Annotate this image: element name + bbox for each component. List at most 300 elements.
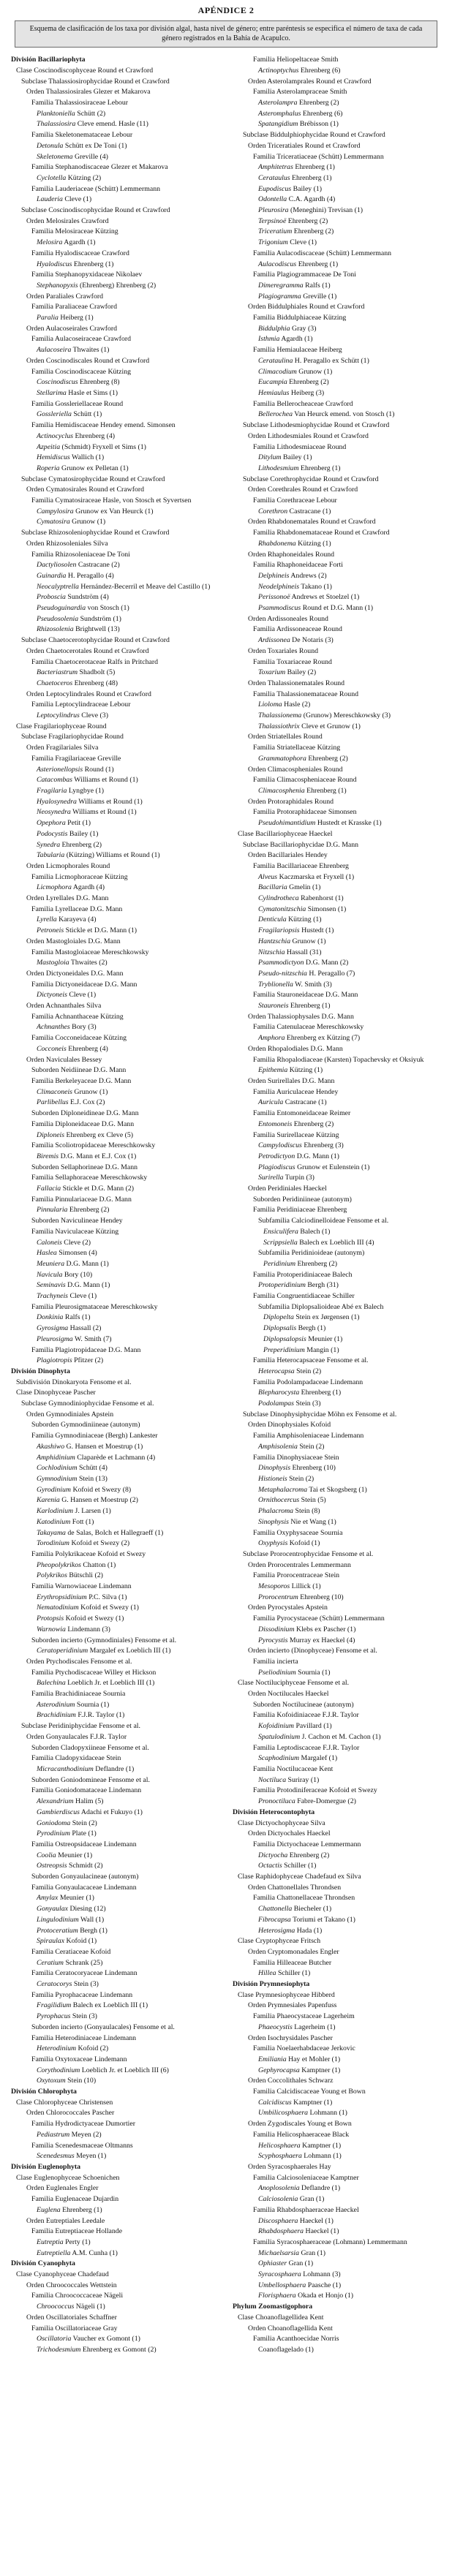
- genus-entry: Eucampia Ehrenberg (2): [258, 378, 329, 387]
- rank-entry: Familia Protodiniferaceae Kofoid et Swezy: [253, 1786, 377, 1795]
- rank-entry: Familia Congruentidiaceae Schiller: [253, 1292, 355, 1301]
- genus-entry: Anoplosolenia Deflandre (1): [258, 2184, 341, 2193]
- genus-entry: Fragilaria Lyngbye (1): [37, 787, 104, 795]
- rank-entry: Suborden Gymnodiniineae (autonym): [31, 1421, 140, 1429]
- genus-entry: Synedra Ehrenberg (2): [37, 840, 102, 849]
- genus-entry: Perissonoë Andrews et Stoelzel (1): [258, 593, 360, 602]
- genus-entry: Syracosphaera Lohmann (3): [258, 2270, 341, 2279]
- genus-entry: Ceratoperidinium Margalef ex Loeblich III (1): [37, 1647, 171, 1655]
- rank-entry: Familia Rhizosoleniaceae De Toni: [31, 550, 130, 559]
- genus-entry: Scyphosphaera Lohmann (1): [258, 2152, 342, 2161]
- genus-entry: Rhizosolenia Brightwell (13): [37, 625, 120, 634]
- genus-entry: Tabularia (Kützing) Williams et Round (1): [37, 851, 160, 860]
- rank-entry: Suborden Diploneidineae D.G. Mann: [31, 1109, 139, 1118]
- genus-entry: Donkinia Ralfs (1): [37, 1313, 91, 1322]
- genus-entry: Diplopelta Stein ex Jørgensen (1): [263, 1313, 360, 1322]
- genus-entry: Fallacia Stickle et D.G. Mann (2): [37, 1185, 135, 1193]
- rank-entry: Subclase Corethrophycidae Round et Crawford: [243, 475, 379, 483]
- rank-entry: Clase Bacillariophyceae Haeckel: [238, 829, 333, 838]
- genus-entry: Surirella Turpin (3): [258, 1174, 314, 1182]
- genus-entry: Hyalosynedra Williams et Round (1): [37, 797, 143, 806]
- genus-entry: Fibrocapsa Toriumi et Takano (1): [258, 1915, 355, 1924]
- genus-entry: Asteromphalus Ehrenberg (6): [258, 109, 343, 118]
- rank-entry: Familia Toxariaceae Round: [253, 657, 332, 666]
- genus-entry: Octactis Schiller (1): [258, 1862, 317, 1870]
- genus-entry: Gyrodinium Kofoid et Swezy (8): [37, 1485, 132, 1494]
- genus-entry: Proboscia Sundström (4): [37, 593, 109, 602]
- rank-entry: Subfamilia Diplopsalioideae Abé ex Balech: [258, 1302, 384, 1311]
- intro-box: [15, 20, 437, 48]
- rank-entry: Clase Prymnesiophyceae Hibberd: [238, 1990, 335, 1999]
- genus-entry: Pleurosira (Meneghini) Trevisan (1): [258, 206, 364, 215]
- division-header: División Prymnesiophyta: [233, 1980, 310, 1989]
- genus-entry: Metaphalacroma Tai et Skogsberg (1): [258, 1485, 367, 1494]
- genus-entry: Diplopsalis Bergh (1): [263, 1324, 326, 1333]
- rank-entry: Orden Lyrellales D.G. Mann: [26, 894, 109, 903]
- genus-entry: Coolia Meunier (1): [37, 1851, 93, 1859]
- genus-entry: Rhabdonema Kützing (1): [258, 539, 331, 548]
- genus-entry: Blepharocysta Ehrenberg (1): [258, 1389, 342, 1397]
- rank-entry: Orden Oscillatoriales Schaffner: [26, 2313, 117, 2322]
- rank-entry: Familia Thalassiosiraceae Lebour: [31, 99, 129, 107]
- genus-entry: Pheopolykrikos Chatton (1): [37, 1560, 116, 1569]
- genus-entry: Trachyneis Cleve (1): [37, 1292, 97, 1301]
- genus-entry: Azpeitia (Schmidt) Fryxell et Sims (1): [37, 442, 146, 451]
- rank-entry: Familia Gonyaulacaceae Lindemann: [31, 1883, 137, 1892]
- rank-entry: Subclase Cymatosirophycidae Round et Crawford: [21, 475, 165, 483]
- rank-entry: Clase Cyanophyceae Chadefaud: [16, 2270, 109, 2279]
- rank-entry: Familia Cladopyxidaceae Stein: [31, 1754, 121, 1763]
- genus-entry: Lauderia Cleve (1): [37, 195, 92, 204]
- rank-entry: Orden Bacillariales Hendey: [248, 851, 328, 860]
- taxonomy-column-left: [11, 55, 219, 2355]
- rank-entry: Familia Pyrocystaceae (Schütt) Lemmermann: [253, 1614, 385, 1623]
- rank-entry: Familia Hyalodiscaceae Crawford: [31, 249, 129, 257]
- rank-entry: Orden Ardissoneales Round: [248, 614, 328, 623]
- genus-entry: Histioneis Stein (2): [258, 1475, 314, 1483]
- rank-entry: Familia Ptychodiscaceae Willey et Hickson: [31, 1668, 157, 1677]
- appendix-title: APÉNDICE 2: [197, 5, 255, 15]
- genus-entry: Oxyphysis Kofoid (1): [258, 1539, 320, 1548]
- rank-entry: Familia Oscillatoriaceae Gray: [31, 2324, 118, 2333]
- rank-entry: Orden Dictyoneidales D.G. Mann: [26, 969, 124, 978]
- rank-entry: Familia Surirellaceae Kützing: [253, 1130, 339, 1139]
- rank-entry: Orden Choanoflagellida Kent: [248, 2324, 333, 2333]
- genus-entry: Brachidinium F.J.R. Taylor (1): [37, 1711, 125, 1720]
- genus-entry: Ceratium Schrank (25): [37, 1958, 103, 1967]
- genus-entry: Pseudo-nitzschia H. Peragallo (7): [258, 969, 355, 978]
- genus-entry: Pseudohimantidium Hustedt et Krasske (1): [258, 819, 382, 828]
- rank-entry: Familia Dictyoneidaceae D.G. Mann: [31, 980, 138, 989]
- genus-entry: Campylosira Grunow ex Van Heurck (1): [37, 507, 154, 515]
- rank-entry: Familia Calciosoleniaceae Kamptner: [253, 2173, 359, 2182]
- rank-entry: Familia Euglenaceae Dujardin: [31, 2195, 119, 2204]
- rank-entry: Orden Paraliales Crawford: [26, 292, 104, 301]
- genus-entry: Heterocapsa Stein (2): [258, 1367, 322, 1375]
- genus-entry: Pyrocystis Murray ex Haeckel (4): [258, 1636, 355, 1644]
- genus-entry: Cerataulus Ehrenberg (1): [258, 173, 332, 182]
- genus-entry: Dimeregramma Ralfs (1): [258, 281, 331, 290]
- rank-entry: Familia Ceratiaceae Kofoid: [31, 1947, 111, 1956]
- genus-entry: Neosynedra Williams et Round (1): [37, 808, 137, 817]
- rank-entry: Orden Naviculales Bessey: [26, 1055, 102, 1064]
- rank-entry: Suborden Peridiniineae (autonym): [253, 1195, 352, 1204]
- genus-entry: Amphora Ehrenberg ex Kützing (7): [258, 1034, 361, 1043]
- genus-entry: Podocystis Bailey (1): [37, 829, 99, 838]
- genus-entry: Amphisolenia Stein (2): [258, 1442, 325, 1451]
- genus-entry: Rhabdosphaera Haeckel (1): [258, 2227, 339, 2236]
- taxonomy-column-right: [233, 55, 441, 2355]
- rank-entry: Familia Triceratiaceae (Schütt) Lemmermann: [253, 152, 384, 161]
- genus-entry: Warnowia Lindemann (3): [37, 1625, 110, 1633]
- rank-entry: Orden Gymnodiniales Apstein: [26, 1410, 114, 1419]
- rank-entry: Subclase Thalassiosirophycidae Round et Crawford: [21, 77, 170, 86]
- rank-entry: Familia Hemidiscaceae Hendey emend. Simonsen: [31, 421, 176, 430]
- genus-entry: Roperia Grunow ex Pelletan (1): [37, 464, 129, 472]
- genus-entry: Ardissonea De Notaris (3): [258, 636, 334, 645]
- rank-entry: Familia Paraliaceae Crawford: [31, 303, 117, 311]
- rank-entry: Orden Syracosphaerales Hay: [248, 2163, 331, 2171]
- genus-entry: Climaconeis Grunow (1): [37, 1087, 108, 1096]
- rank-entry: Familia incierta: [253, 1657, 298, 1666]
- genus-entry: Terpsinoë Ehrenberg (2): [258, 216, 328, 225]
- rank-entry: Familia Dinophysiaceae Stein: [253, 1453, 339, 1462]
- division-header: Phylum Zoomastigophora: [233, 2303, 313, 2311]
- rank-entry: Familia Scenedesmaceae Oltmanns: [31, 2141, 133, 2150]
- rank-entry: Familia Thalassionemataceae Round: [253, 690, 359, 698]
- genus-entry: Stephanopyxis (Ehrenberg) Ehrenberg (2): [37, 281, 157, 290]
- genus-entry: Kofoidinium Pavillard (1): [258, 1722, 332, 1731]
- genus-entry: Corythodinium Loeblich Jr. et Loeblich III (6): [37, 2066, 169, 2074]
- rank-entry: Orden Rhaphoneidales Round: [248, 550, 335, 559]
- genus-entry: Stellarima Hasle et Sims (1): [37, 388, 118, 397]
- genus-entry: Odontella C.A. Agardh (4): [258, 195, 336, 204]
- rank-entry: Orden Rhizosoleniales Silva: [26, 539, 108, 548]
- rank-entry: Familia Heliopeltaceae Smith: [253, 56, 339, 64]
- rank-entry: Orden Peridiniales Haeckel: [248, 1185, 327, 1193]
- rank-entry: Familia Dictyochaceae Lemmermann: [253, 1840, 361, 1848]
- genus-entry: Actinocyclus Ehrenberg (4): [37, 431, 116, 440]
- rank-entry: Orden Thalassiophysales D.G. Mann: [248, 1012, 354, 1021]
- genus-entry: Fragilidium Balech ex Loeblich III (1): [37, 2001, 148, 2010]
- rank-entry: Familia Hydrodictyaceae Dumortier: [31, 2120, 136, 2129]
- rank-entry: Coanoflagelado (1): [258, 2345, 314, 2354]
- rank-entry: Clase Dinophyceae Pascher: [16, 1389, 96, 1397]
- genus-entry: Gephyrocapsa Kamptner (1): [258, 2066, 341, 2074]
- genus-entry: Erythropsidinium P.C. Silva (1): [37, 1593, 127, 1601]
- rank-entry: Familia Achnanthaceae Kützing: [31, 1012, 124, 1021]
- genus-entry: Protoceratium Bergh (1): [37, 1926, 108, 1935]
- rank-entry: Suborden Naviculineae Hendey: [31, 1217, 123, 1225]
- genus-entry: Alexandrium Halim (5): [37, 1797, 104, 1806]
- genus-entry: Calcidiscus Kamptner (1): [258, 2098, 333, 2107]
- rank-entry: Familia Leptodiscaceae F.J.R. Taylor: [253, 1743, 360, 1752]
- genus-entry: Plagiodiscus Grunow et Eulenstein (1): [258, 1163, 370, 1171]
- genus-entry: Ornithocercus Stein (5): [258, 1496, 326, 1505]
- genus-entry: Pseudosolenia Sundström (1): [37, 614, 121, 623]
- genus-entry: Scenedesmus Meyen (1): [37, 2152, 107, 2161]
- rank-entry: Familia Stauroneidaceae D.G. Mann: [253, 991, 358, 1000]
- rank-entry: Familia Skeletonemataceae Lebour: [31, 131, 133, 140]
- genus-entry: Neodelphineis Takano (1): [258, 582, 332, 591]
- rank-entry: Orden Prorocentrales Lemmermann: [248, 1560, 351, 1569]
- rank-entry: Familia Phaeocystaceae Lagerheim: [253, 2012, 355, 2021]
- rank-entry: Subclase Prorocentrophycidae Fensome et al.: [243, 1549, 374, 1558]
- rank-entry: Familia Asterolampraceae Smith: [253, 88, 347, 97]
- division-header: División Dinophyta: [11, 1367, 70, 1375]
- genus-entry: Aulacodiscus Ehrenberg (1): [258, 260, 339, 268]
- genus-entry: Lioloma Hasle (2): [258, 700, 311, 709]
- genus-entry: Fragilariopsis Hustedt (1): [258, 926, 334, 935]
- rank-entry: Familia Chattonellaceae Throndsen: [253, 1894, 355, 1903]
- intro-text: Esquema de clasificación de los taxa por división algal, hasta nivel de género; entre paréntesis se especifica el número de taxa de cada género registrados en la Bahía de Acapulco.: [29, 25, 423, 42]
- rank-entry: Familia Aulacodiscaceae (Schütt) Lemmermann: [253, 249, 392, 257]
- division-header: División Euglenophyta: [11, 2163, 81, 2171]
- rank-entry: Familia Calcidiscaceae Young et Bown: [253, 2088, 366, 2096]
- genus-entry: Pediastrum Meyen (2): [37, 2130, 102, 2139]
- genus-entry: Climacodium Grunow (1): [258, 367, 333, 376]
- genus-entry: Euglena Ehrenberg (1): [37, 2205, 102, 2214]
- rank-entry: Suborden Goniodomineae Fensome et al.: [31, 1775, 150, 1784]
- genus-entry: Cerataulina H. Peragallo ex Schütt (1): [258, 356, 369, 365]
- genus-entry: Opephora Petit (1): [37, 819, 91, 828]
- genus-entry: Amylax Meunier (1): [37, 1894, 94, 1903]
- rank-entry: Clase Coscinodiscophyceae Round et Crawford: [16, 66, 154, 75]
- rank-entry: Clase Chlorophyceae Christensen: [16, 2098, 113, 2107]
- rank-entry: Orden Toxariales Round: [248, 646, 318, 655]
- genus-entry: Amphidinium Claparède et Lachmann (4): [37, 1453, 156, 1462]
- genus-entry: Dactyliosolen Castracane (2): [37, 561, 120, 570]
- genus-entry: Detonula Schütt ex De Toni (1): [37, 141, 127, 150]
- genus-entry: Oxytoxum Stein (10): [37, 2077, 97, 2085]
- rank-entry: Suborden Neidiineae D.G. Mann: [31, 1066, 127, 1075]
- genus-entry: Bellerochea Van Heurck emend. von Stosch (1): [258, 410, 395, 419]
- genus-entry: Cylindrotheca Rabenhorst (1): [258, 894, 344, 903]
- rank-entry: Subfamilia Peridinioideae (autonym): [258, 1249, 365, 1258]
- genus-entry: Alveus Kaczmarska et Fryxell (1): [258, 872, 355, 881]
- division-header: División Bacillariophyta: [11, 56, 86, 64]
- taxonomy-columns: [0, 48, 452, 2355]
- genus-entry: Podolampas Stein (3): [258, 1400, 321, 1408]
- genus-entry: Meuniera D.G. Mann (1): [37, 1259, 109, 1268]
- genus-entry: Lithodesmium Ehrenberg (1): [258, 464, 341, 472]
- rank-entry: Familia Pleurosigmataceae Mereschkowsky: [31, 1302, 158, 1311]
- rank-entry: Orden Corethrales Round et Crawford: [248, 486, 358, 494]
- rank-entry: Familia Rhabdosphaeraceae Haeckel: [253, 2205, 359, 2214]
- rank-entry: Familia Melosiraceae Kützing: [31, 227, 118, 236]
- rank-entry: Orden Noctilucales Haeckel: [248, 1690, 329, 1699]
- genus-entry: Thalassiosira Cleve emend. Hasle (11): [37, 120, 148, 129]
- genus-entry: Tryblionella W. Smith (3): [258, 980, 332, 989]
- rank-entry: Subclase Bacillariophycidae D.G. Mann: [243, 840, 359, 849]
- rank-entry: Familia Stephanopyxidaceae Nikolaev: [31, 271, 143, 279]
- genus-entry: Skeletonema Greville (4): [37, 152, 108, 161]
- genus-entry: Akashiwo G. Hansen et Moestrup (1): [37, 1442, 143, 1451]
- genus-entry: Mastogloia Thwaites (2): [37, 959, 108, 967]
- rank-entry: Familia Leptocylindraceae Lebour: [31, 700, 131, 709]
- rank-entry: Familia Catenulaceae Mereschkowsky: [253, 1023, 364, 1032]
- rank-entry: Orden Isochrysidales Pascher: [248, 2033, 333, 2042]
- genus-entry: Spiraulax Kofoid (1): [37, 1937, 97, 1946]
- division-header: División Chlorophyta: [11, 2088, 77, 2096]
- rank-entry: Familia Rhabdonemataceae Round et Crawford: [253, 529, 390, 537]
- rank-entry: Familia Striatellaceae Kützing: [253, 744, 341, 752]
- rank-entry: Orden Dictyochales Haeckel: [248, 1829, 331, 1838]
- rank-entry: Subfamilia Calciodinelloideae Fensome et al.: [258, 1217, 389, 1225]
- rank-entry: Clase Fragilariophyceae Round: [16, 722, 107, 730]
- genus-entry: Petrodictyon D.G. Mann (1): [258, 1152, 339, 1160]
- genus-entry: Dictyoneis Cleve (1): [37, 991, 97, 1000]
- rank-entry: Familia Climacospheniaceae Round: [253, 776, 357, 785]
- genus-entry: Asterodinium Sournia (1): [37, 1700, 110, 1709]
- rank-entry: Familia Oxyphysaceae Sournia: [253, 1528, 343, 1537]
- genus-entry: Gossleriella Schütt (1): [37, 410, 102, 419]
- rank-entry: Familia Plagiogrammaceae De Toni: [253, 271, 356, 279]
- rank-entry: Familia Ostreopsidaceae Lindemann: [31, 1840, 137, 1848]
- genus-entry: Pinnularia Ehrenberg (2): [37, 1206, 110, 1215]
- rank-entry: Familia Naviculaceae Kützing: [31, 1227, 119, 1236]
- genus-entry: Emiliania Hay et Mohler (1): [258, 2055, 341, 2063]
- rank-entry: Familia Peridiniaceae Ehrenberg: [253, 1206, 347, 1215]
- rank-entry: Subclase Fragilariophycidae Round: [21, 733, 124, 741]
- rank-entry: Orden Euglenales Engler: [26, 2184, 99, 2193]
- genus-entry: Heterodinium Kofoid (2): [37, 2044, 109, 2053]
- genus-entry: Amphitetras Ehrenberg (1): [258, 163, 335, 172]
- rank-entry: Familia Kofoidiniaceae F.J.R. Taylor: [253, 1711, 359, 1720]
- rank-entry: Orden incierto (Dinophyceae) Fensome et al.: [248, 1647, 377, 1655]
- genus-entry: Denticula Kützing (1): [258, 915, 322, 924]
- genus-entry: Polykrikos Bütschli (2): [37, 1571, 103, 1580]
- rank-entry: Orden Climacospheniales Round: [248, 765, 343, 774]
- rank-entry: Orden Thalassionematales Round: [248, 679, 345, 687]
- genus-entry: Stauroneis Ehrenberg (1): [258, 1002, 331, 1011]
- genus-entry: Dissodinium Klebs ex Pascher (1): [258, 1625, 356, 1633]
- rank-entry: Orden Fragilariales Silva: [26, 744, 99, 752]
- rank-entry: Orden Cymatosirales Round et Crawford: [26, 486, 145, 494]
- rank-entry: Familia Gymnodiniaceae (Bergh) Lankester: [31, 1432, 158, 1440]
- genus-entry: Bacteriastrum Shadbolt (5): [37, 668, 116, 677]
- genus-entry: Asterionellopsis Round (1): [37, 765, 114, 774]
- genus-entry: Licmophora Agardh (4): [37, 883, 105, 892]
- genus-entry: Phalacroma Stein (8): [258, 1507, 320, 1516]
- genus-entry: Michaelsarsia Gran (1): [258, 2248, 325, 2257]
- genus-entry: Auricula Castracane (1): [258, 1098, 327, 1107]
- genus-entry: Petroneis Stickle et D.G. Mann (1): [37, 926, 138, 935]
- genus-entry: Asterolampra Ehrenberg (2): [258, 99, 339, 107]
- genus-entry: Pseudoguinardia von Stosch (1): [37, 604, 129, 613]
- genus-entry: Triceratium Ehrenberg (2): [258, 227, 334, 236]
- genus-entry: Paralia Heiberg (1): [37, 314, 94, 322]
- rank-entry: Familia Lauderiaceae (Schütt) Lemmermann: [31, 184, 160, 193]
- rank-entry: Clase Dictyochophyceae Silva: [238, 1818, 325, 1827]
- rank-entry: Familia Biddulphiaceae Kützing: [253, 314, 347, 322]
- genus-entry: Umbilicosphaera Lohmann (1): [258, 2109, 347, 2118]
- genus-entry: Chaetoceros Ehrenberg (48): [37, 679, 118, 687]
- genus-entry: Lingulodinium Wall (1): [37, 1915, 105, 1924]
- genus-entry: Umbellosphaera Paasche (1): [258, 2281, 342, 2289]
- rank-entry: Orden Achnanthales Silva: [26, 1002, 102, 1011]
- rank-entry: Familia Prorocentraceae Stein: [253, 1571, 340, 1580]
- genus-entry: Karenia G. Hansen et Moestrup (2): [37, 1496, 138, 1505]
- genus-entry: Pronoctiluca Fabre-Domergue (2): [258, 1797, 356, 1806]
- genus-entry: Hemidiscus Wallich (1): [37, 453, 105, 462]
- genus-entry: Pyrophacus Stein (3): [37, 2012, 97, 2021]
- genus-entry: Bacillaria Gmelin (1): [258, 883, 321, 892]
- rank-entry: Familia Brachidiniaceae Sournia: [31, 1690, 126, 1699]
- genus-entry: Protoperidinium Bergh (31): [258, 1281, 339, 1290]
- rank-entry: Subclase Biddulphiophycidae Round et Crawford: [243, 131, 385, 140]
- genus-entry: Isthmia Agardh (1): [258, 335, 313, 344]
- rank-entry: Subclase Dinophysiphycidae Möhn ex Fensome et al.: [243, 1410, 397, 1419]
- genus-entry: Katodinium Fott (1): [37, 1517, 94, 1526]
- rank-entry: Familia Polykrikaceae Kofoid et Swezy: [31, 1549, 146, 1558]
- genus-entry: Prorocentrum Ehrenberg (10): [258, 1593, 344, 1601]
- genus-entry: Phaeocystis Lagerheim (1): [258, 2022, 336, 2031]
- genus-entry: Climacosphenia Ehrenberg (1): [258, 787, 347, 795]
- genus-entry: Hantzschia Grunow (1): [258, 937, 326, 945]
- genus-entry: Heterosigma Hada (1): [258, 1926, 323, 1935]
- rank-entry: Familia Noctilucaceae Kent: [253, 1764, 334, 1773]
- genus-entry: Diplopsalopsis Meunier (1): [263, 1334, 343, 1343]
- rank-entry: Familia Fragilariaceae Greville: [31, 754, 121, 763]
- genus-entry: Psammodictyon D.G. Mann (2): [258, 959, 349, 967]
- genus-entry: Cyclotella Kützing (2): [37, 173, 102, 182]
- rank-entry: Orden Prymnesiales Papenfuss: [248, 2001, 337, 2010]
- rank-entry: Subclase Peridiniphycidae Fensome et al.: [21, 1722, 140, 1731]
- genus-entry: Eutreptiella A.M. Cunha (1): [37, 2248, 118, 2257]
- rank-entry: Orden Zygodiscales Young et Bown: [248, 2120, 352, 2129]
- rank-entry: Orden Dinophysiales Kofoid: [248, 1421, 331, 1429]
- rank-entry: Familia Cymatosiraceae Hasle, von Stosch et Syvertsen: [31, 496, 192, 505]
- genus-entry: Psammodiscus Round et D.G. Mann (1): [258, 604, 374, 613]
- rank-entry: Familia Ceratocoryaceae Lindemann: [31, 1969, 138, 1978]
- rank-entry: Subdivisión Dinokaryota Fensome et al.: [16, 1378, 132, 1386]
- genus-entry: Goniodoma Stein (2): [37, 1818, 97, 1827]
- rank-entry: Suborden Gonyaulacineae (autonym): [31, 1873, 139, 1881]
- genus-entry: Actinoptychus Ehrenberg (6): [258, 66, 341, 75]
- genus-entry: Discosphaera Haeckel (1): [258, 2216, 334, 2225]
- rank-entry: Familia Cocconeidaceae Kützing: [31, 1034, 127, 1043]
- genus-entry: Nematodinium Kofoid et Swezy (1): [37, 1604, 139, 1612]
- rank-entry: Familia Syracosphaeraceae (Lohmann) Lemmermann: [253, 2237, 407, 2246]
- rank-entry: Familia Ardissoneaceae Round: [253, 625, 342, 634]
- genus-entry: Balechina Loeblich Jr. et Loeblich III (1): [37, 1679, 155, 1688]
- rank-entry: Subclase Coscinodiscophycidae Round et Crawford: [21, 206, 170, 215]
- genus-entry: Campylodiscus Ehrenberg (3): [258, 1141, 344, 1150]
- division-header: División Cyanophyta: [11, 2259, 75, 2268]
- rank-entry: Familia Pinnulariaceae D.G. Mann: [31, 1195, 132, 1204]
- rank-entry: Familia Lithodesmiaceae Round: [253, 442, 347, 451]
- rank-entry: Suborden incierto (Gonyaulacales) Fensome et al.: [31, 2022, 175, 2031]
- rank-entry: Orden Mastogloiales D.G. Mann: [26, 937, 121, 945]
- genus-entry: Achnanthes Bory (3): [37, 1023, 97, 1032]
- genus-entry: Melosira Agardh (1): [37, 238, 96, 247]
- genus-entry: Cymatosira Grunow (1): [37, 518, 106, 526]
- genus-entry: Protopsis Kofoid et Swezy (1): [37, 1614, 124, 1623]
- genus-entry: Ensiculifera Balech (1): [263, 1227, 331, 1236]
- genus-entry: Gyrosigma Hassall (2): [37, 1324, 102, 1333]
- genus-entry: Cocconeis Ehrenberg (4): [37, 1044, 108, 1053]
- rank-entry: Familia Hemiaulaceae Heiberg: [253, 346, 342, 355]
- genus-entry: Leptocylindrus Cleve (3): [37, 711, 108, 720]
- genus-entry: Spatulodinium J. Cachon et M. Cachon (1): [258, 1732, 381, 1741]
- rank-entry: Familia Plagiotropidaceae D.G. Mann: [31, 1345, 141, 1354]
- genus-entry: Scaphodinium Margalef (1): [258, 1754, 338, 1763]
- rank-entry: Clase Cryptophyceae Fritsch: [238, 1937, 321, 1946]
- genus-entry: Cymatonitzschia Simonsen (1): [258, 904, 347, 913]
- rank-entry: Familia Goniodomataceae Lindemann: [31, 1786, 142, 1795]
- rank-entry: Orden Eutreptiales Leedale: [26, 2216, 105, 2225]
